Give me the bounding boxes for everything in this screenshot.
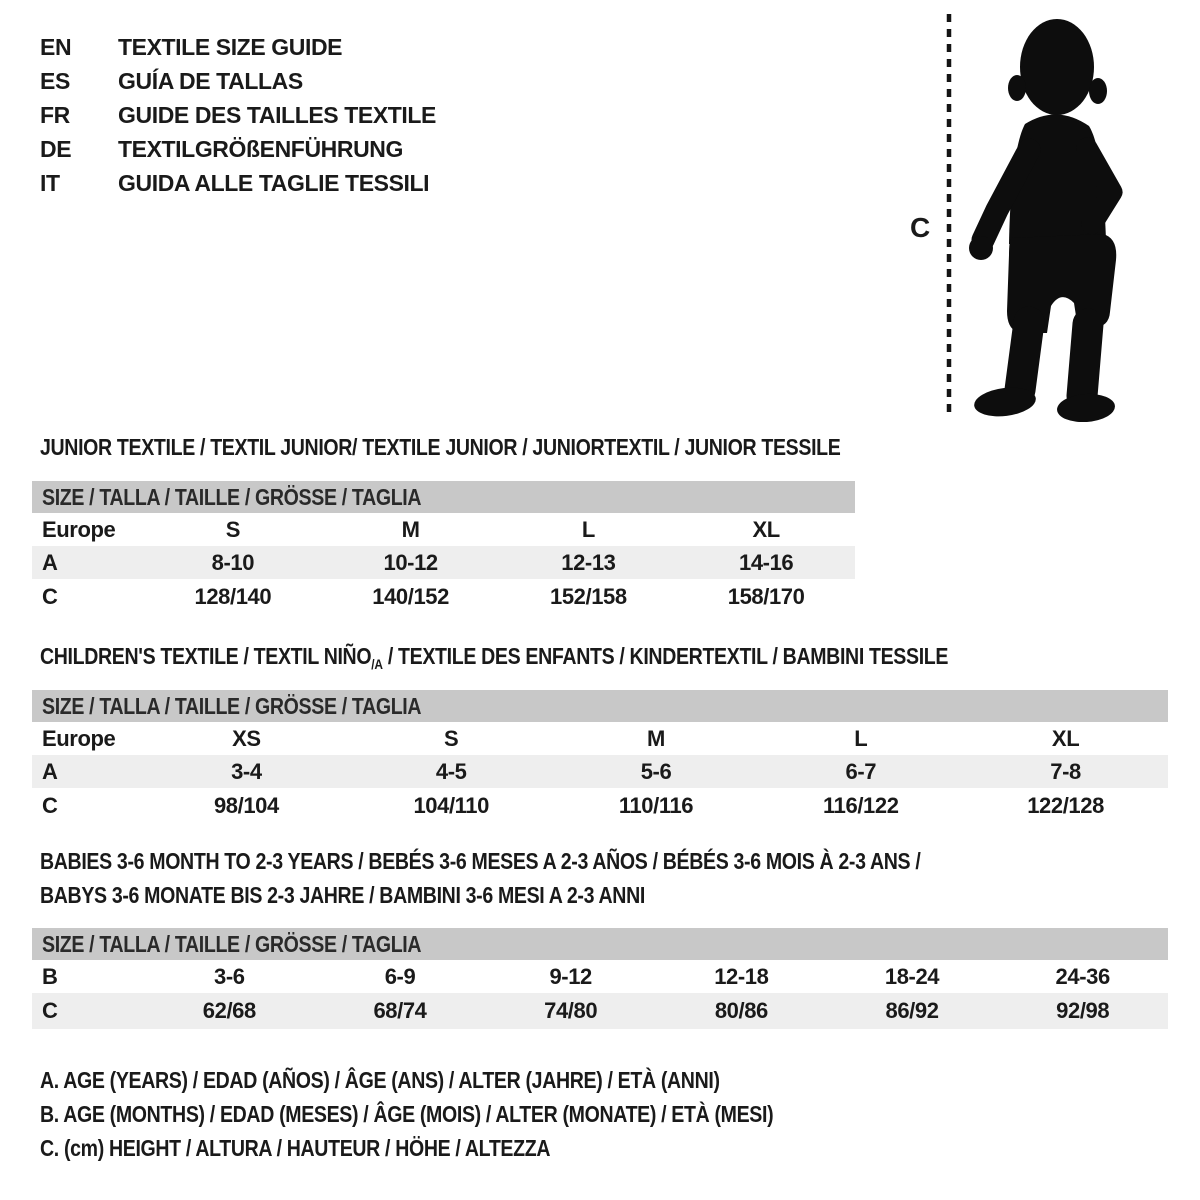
guide-title-es: GUÍA DE TALLAS: [118, 67, 303, 94]
size-value: L: [854, 725, 868, 751]
language-row-it: [40, 166, 436, 200]
children-sizes-row: [32, 722, 1168, 755]
guide-title-it: GUIDA ALLE TAGLIE TESSILI: [118, 169, 430, 196]
children-title-suffix: / TEXTILE DES ENFANTS / KINDERTEXTIL / BAMBINI TESSILE: [382, 643, 949, 669]
babies-table-title-line2: [40, 882, 752, 909]
children-table: [32, 690, 1168, 824]
height-value: 116/122: [823, 793, 899, 818]
height-value: 158/170: [727, 584, 805, 609]
junior-height-row: [32, 579, 855, 615]
junior-size-header-bar: [32, 481, 855, 513]
height-value: 74/80: [544, 998, 598, 1023]
months-value: 9-12: [549, 963, 592, 989]
height-value: 140/152: [372, 584, 449, 609]
guide-title-en: TEXTILE SIZE GUIDE: [118, 33, 343, 60]
age-value: 14-16: [738, 549, 794, 575]
babies-size-header-bar: [32, 928, 1168, 960]
size-header-label: SIZE / TALLA / TAILLE / GRÖSSE / TAGLIA: [42, 692, 422, 719]
size-value: XL: [752, 516, 780, 542]
height-value: 104/110: [413, 793, 489, 818]
junior-table-title-text: JUNIOR TEXTILE / TEXTIL JUNIOR/ TEXTILE JUNIOR / JUNIORTEXTIL / JUNIOR TESSILE: [40, 434, 841, 460]
children-age-row: [32, 755, 1168, 788]
babies-table-title-text-1: BABIES 3-6 MONTH TO 2-3 YEARS / BEBÉS 3-6 MESES A 2-3 AÑOS / BÉBÉS 3-6 MOIS À 2-3 ANS /: [40, 848, 921, 874]
row-label: C: [42, 584, 58, 609]
language-row-es: [40, 64, 436, 98]
babies-months-row: [32, 960, 1168, 993]
age-value: 3-4: [231, 758, 262, 784]
legend-text-a: A. AGE (YEARS) / EDAD (AÑOS) / ÂGE (ANS) / ALTER (JAHRE) / ETÀ (ANNI): [40, 1066, 720, 1093]
junior-table: [32, 481, 855, 615]
children-height-row: [32, 788, 1168, 824]
height-value: 80/86: [714, 998, 768, 1023]
junior-table-title: [40, 434, 982, 461]
height-value: 92/98: [1056, 998, 1110, 1023]
age-value: 4-5: [435, 758, 467, 784]
size-value: M: [647, 725, 665, 751]
row-label: B: [42, 963, 58, 989]
language-row-en: [40, 30, 436, 64]
months-value: 24-36: [1055, 963, 1110, 989]
size-value: XL: [1051, 725, 1080, 751]
age-value: 12-13: [561, 549, 616, 575]
age-value: 7-8: [1050, 758, 1081, 784]
language-code: DE: [40, 135, 72, 162]
legend-line-c: [40, 1131, 903, 1165]
children-size-header-bar: [32, 690, 1168, 722]
children-table-title: [40, 643, 1108, 670]
row-label: C: [42, 998, 58, 1023]
height-value: 62/68: [202, 998, 256, 1023]
size-value: L: [581, 516, 595, 542]
legend-text-c: C. (cm) HEIGHT / ALTURA / HAUTEUR / HÖHE / ALTEZZA: [40, 1134, 551, 1161]
guide-title-fr: GUIDE DES TAILLES TEXTILE: [118, 101, 436, 128]
language-code: ES: [40, 67, 70, 94]
height-value: 122/128: [1027, 793, 1104, 818]
size-value: XS: [232, 725, 261, 751]
legend-text-b: B. AGE (MONTHS) / EDAD (MESES) / ÂGE (MOIS) / ALTER (MONATE) / ETÀ (MESI): [40, 1100, 774, 1127]
language-row-fr: [40, 98, 436, 132]
height-value: 98/104: [213, 793, 279, 818]
height-value: 128/140: [194, 584, 272, 609]
legend: [40, 1063, 903, 1165]
junior-sizes-row: [32, 513, 855, 546]
age-value: 10-12: [383, 549, 438, 575]
height-value: 68/74: [373, 998, 427, 1023]
age-value: 8-10: [211, 549, 255, 575]
months-value: 18-24: [884, 963, 940, 989]
months-value: 12-18: [714, 963, 769, 989]
size-value: M: [401, 516, 420, 542]
babies-table-title-line1: [40, 848, 1076, 875]
age-value: 6-7: [845, 758, 877, 784]
language-code: EN: [40, 33, 72, 60]
children-title-sub: /A: [371, 656, 383, 672]
months-value: 6-9: [384, 963, 416, 989]
toddler-silhouette-icon: [965, 12, 1145, 422]
size-header-label: SIZE / TALLA / TAILLE / GRÖSSE / TAGLIA: [42, 483, 422, 510]
size-header-label: SIZE / TALLA / TAILLE / GRÖSSE / TAGLIA: [42, 930, 422, 957]
babies-table: [32, 928, 1168, 1029]
guide-title-de: TEXTILGRÖßENFÜHRUNG: [118, 135, 403, 162]
babies-table-title-text-2: BABYS 3-6 MONATE BIS 2-3 JAHRE / BAMBINI 3-6 MESI A 2-3 ANNI: [40, 882, 645, 908]
row-label: A: [42, 549, 58, 575]
language-code: IT: [40, 169, 60, 196]
months-value: 3-6: [214, 963, 245, 989]
children-title-prefix: CHILDREN'S TEXTILE / TEXTIL NIÑO: [40, 643, 372, 669]
row-label: A: [42, 758, 58, 784]
language-row-de: [40, 132, 436, 166]
height-measure-label: C: [910, 212, 930, 243]
height-measure-line: [945, 14, 953, 418]
size-value: S: [444, 725, 459, 751]
height-value: 86/92: [885, 998, 939, 1023]
age-value: 5-6: [640, 758, 672, 784]
height-value: 110/116: [618, 793, 694, 818]
junior-age-row: [32, 546, 855, 579]
language-title-block: [40, 30, 436, 200]
size-value: S: [225, 516, 241, 542]
legend-line-b: [40, 1097, 903, 1131]
region-label: Europe: [42, 725, 116, 751]
region-label: Europe: [42, 516, 116, 542]
row-label: C: [42, 793, 58, 818]
legend-line-a: [40, 1063, 903, 1097]
children-table-title-text: [40, 643, 948, 670]
babies-height-row: [32, 993, 1168, 1029]
height-value: 152/158: [550, 584, 627, 609]
language-code: FR: [40, 101, 70, 128]
